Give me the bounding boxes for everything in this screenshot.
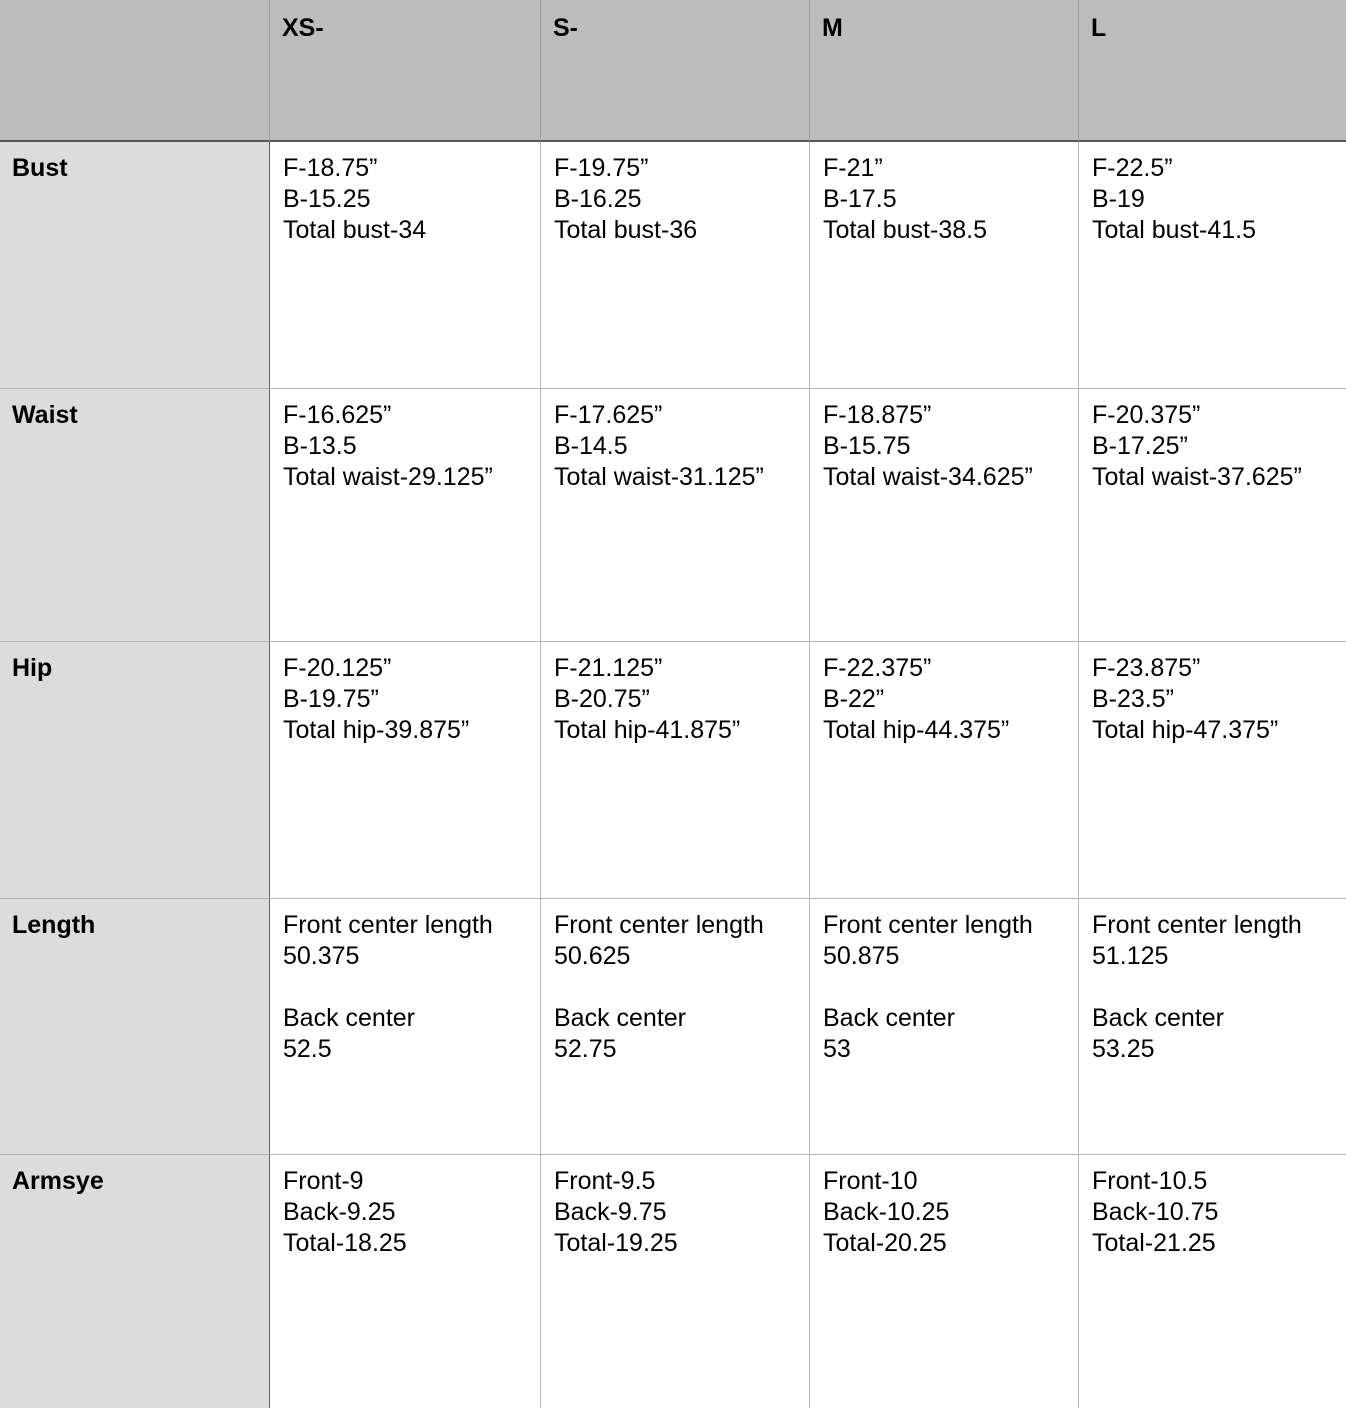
- measurement-line: Total waist-37.625”: [1092, 463, 1302, 491]
- cell-bust-s[interactable]: [540, 142, 809, 389]
- measurement-line: Back-10.75: [1092, 1198, 1219, 1226]
- measurement-line: B-19.75”: [283, 685, 379, 713]
- measurement-line: F-21”: [823, 154, 883, 182]
- cell-waist-s[interactable]: [540, 389, 809, 642]
- measurement-line: Front center length: [554, 911, 764, 939]
- measurement-line: F-22.5”: [1092, 154, 1173, 182]
- measurement-line: [283, 972, 527, 1003]
- measurement-line: Total-21.25: [1092, 1229, 1216, 1257]
- measurement-line: F-22.375”: [823, 654, 932, 682]
- measurement-line: F-20.375”: [1092, 401, 1201, 429]
- measurement-line: B-20.75”: [554, 685, 650, 713]
- measurement-line: Front center length: [283, 911, 493, 939]
- measurement-line: B-13.5: [283, 432, 357, 460]
- measurement-line: Total bust-38.5: [823, 216, 987, 244]
- cell-waist-xs[interactable]: [269, 389, 540, 642]
- measurement-line: 50.875: [823, 942, 900, 970]
- measurement-line: B-16.25: [554, 185, 642, 213]
- measurement-line: B-15.25: [283, 185, 371, 213]
- corner-header-cell[interactable]: [0, 0, 269, 142]
- measurement-line: Front-10.5: [1092, 1167, 1208, 1195]
- cell-armsye-l[interactable]: [1078, 1155, 1346, 1408]
- cell-armsye-s[interactable]: [540, 1155, 809, 1408]
- measurement-line: F-16.625”: [283, 401, 392, 429]
- measurement-line: Total waist-29.125”: [283, 463, 493, 491]
- cell-length-xs[interactable]: [269, 899, 540, 1155]
- measurement-line: Back center: [823, 1004, 956, 1032]
- measurement-line: 50.375: [283, 942, 360, 970]
- measurement-line: B-19: [1092, 185, 1145, 213]
- measurement-line: [554, 972, 796, 1003]
- row-label-armsye[interactable]: Armsye: [0, 1155, 269, 1408]
- measurement-line: Total waist-31.125”: [554, 463, 764, 491]
- header-cell-m[interactable]: M: [809, 0, 1078, 142]
- measurement-line: F-19.75”: [554, 154, 649, 182]
- cell-bust-xs[interactable]: [269, 142, 540, 389]
- measurement-line: 51.125: [1092, 942, 1169, 970]
- measurement-line: Total-20.25: [823, 1229, 947, 1257]
- measurement-line: Front-9: [283, 1167, 364, 1195]
- header-cell-s[interactable]: S-: [540, 0, 809, 142]
- header-cell-l[interactable]: L: [1078, 0, 1346, 142]
- measurement-line: 52.75: [554, 1035, 617, 1063]
- measurement-line: F-20.125”: [283, 654, 392, 682]
- row-label-hip[interactable]: Hip: [0, 642, 269, 899]
- cell-length-m[interactable]: [809, 899, 1078, 1155]
- cell-bust-l[interactable]: [1078, 142, 1346, 389]
- measurement-line: Back center: [1092, 1004, 1225, 1032]
- row-label-bust[interactable]: Bust: [0, 142, 269, 389]
- row-label-waist[interactable]: Waist: [0, 389, 269, 642]
- measurement-line: F-21.125”: [554, 654, 663, 682]
- measurement-line: Back center: [554, 1004, 687, 1032]
- measurement-line: Back-9.75: [554, 1198, 667, 1226]
- measurement-line: 53: [823, 1035, 851, 1063]
- measurement-line: Front-9.5: [554, 1167, 656, 1195]
- row-label-length[interactable]: Length: [0, 899, 269, 1155]
- measurement-line: Back-10.25: [823, 1198, 950, 1226]
- measurement-line: Total waist-34.625”: [823, 463, 1033, 491]
- measurement-line: B-15.75: [823, 432, 911, 460]
- measurement-line: Total bust-34: [283, 216, 427, 244]
- measurement-line: Total hip-47.375”: [1092, 716, 1279, 744]
- measurement-line: Total hip-44.375”: [823, 716, 1010, 744]
- cell-hip-s[interactable]: [540, 642, 809, 899]
- measurement-line: Front center length: [1092, 911, 1302, 939]
- cell-waist-l[interactable]: [1078, 389, 1346, 642]
- measurement-line: F-23.875”: [1092, 654, 1201, 682]
- measurement-line: B-22”: [823, 685, 885, 713]
- cell-armsye-m[interactable]: [809, 1155, 1078, 1408]
- measurement-line: Total hip-41.875”: [554, 716, 741, 744]
- cell-waist-m[interactable]: [809, 389, 1078, 642]
- measurement-line: Total hip-39.875”: [283, 716, 470, 744]
- measurement-line: 50.625: [554, 942, 631, 970]
- cell-hip-m[interactable]: [809, 642, 1078, 899]
- cell-length-s[interactable]: [540, 899, 809, 1155]
- cell-hip-xs[interactable]: [269, 642, 540, 899]
- measurement-line: Total-19.25: [554, 1229, 678, 1257]
- measurement-line: [1092, 972, 1333, 1003]
- measurement-line: B-14.5: [554, 432, 628, 460]
- cell-bust-m[interactable]: [809, 142, 1078, 389]
- cell-armsye-xs[interactable]: [269, 1155, 540, 1408]
- measurement-line: Front center length: [823, 911, 1033, 939]
- measurement-line: 52.5: [283, 1035, 332, 1063]
- measurement-line: F-17.625”: [554, 401, 663, 429]
- measurement-line: B-17.25”: [1092, 432, 1188, 460]
- cell-length-l[interactable]: [1078, 899, 1346, 1155]
- measurement-line: Total bust-36: [554, 216, 698, 244]
- measurement-line: Back center: [283, 1004, 416, 1032]
- header-cell-xs[interactable]: XS-: [269, 0, 540, 142]
- measurement-line: 53.25: [1092, 1035, 1155, 1063]
- measurement-line: Front-10: [823, 1167, 918, 1195]
- measurement-line: B-17.5: [823, 185, 897, 213]
- measurement-line: Total bust-41.5: [1092, 216, 1256, 244]
- measurement-line: F-18.75”: [283, 154, 378, 182]
- measurement-line: F-18.875”: [823, 401, 932, 429]
- cell-hip-l[interactable]: [1078, 642, 1346, 899]
- measurement-line: B-23.5”: [1092, 685, 1174, 713]
- measurement-line: Total-18.25: [283, 1229, 407, 1257]
- measurement-line: Back-9.25: [283, 1198, 396, 1226]
- measurement-line: [823, 972, 1065, 1003]
